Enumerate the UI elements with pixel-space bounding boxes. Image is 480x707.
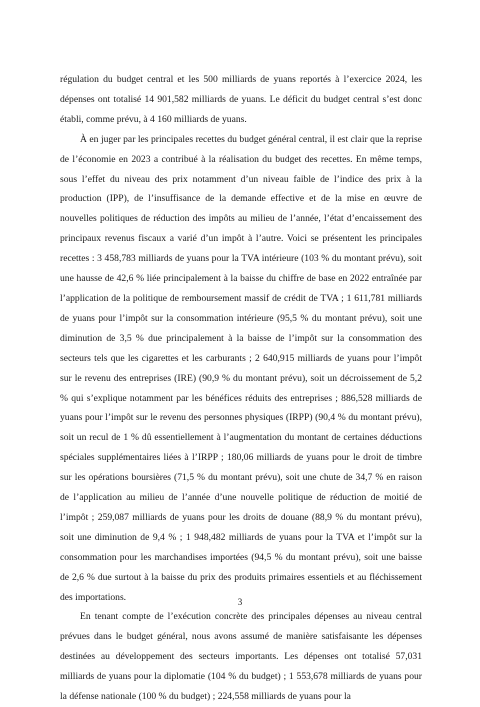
paragraph-revenue-details: À en juger par les principales recettes du budget général central, il est clair que la reprise de l’économie en 2023 a contribué à la réalisation du budget des recettes. En même temps, sous l’effet du niveau des prix notamment d’un niveau faible de l’indice des prix à la production (IPP), de l’insuffisance de la demande effective et de la mise en œuvre de nouvelles politiques de réduction des impôts au milieu de l’année, l’état d’encaissement des principaux revenus fiscaux a varié d’un impôt à l’autre. Voici se présentent les principales recettes : 3 458,783 milliards de yuans pour la TVA intérieure (103 % du montant prévu), soit une hausse de 42,6 % liée principalement à la baisse du chiffre de base en 2022 entraînée par l’application de la politique de remboursement massif de crédit de TVA ; 1 611,781 milliards de yuans pour l’impôt sur la consommation intérieure (95,5 % du montant prévu), soit une diminution de 3,5 % due principalement à la baisse de l’impôt sur la consommation des secteurs tels que les cigarettes et les carburants ; 2 640,915 milliards de yuans pour l’impôt sur le revenu des entreprises (IRE) (90,9 % du montant prévu), soit un décroissement de 5,2 % qui s’explique notamment par les bénéfices réduits des entreprises ; 886,528 milliards de yuans pour l’impôt sur le revenu des personnes physiques (IRPP) (90,4 % du montant prévu), soit un recul de 1 % dû essentiellement à l’augmentation du montant de certaines déductions spéciales supplémentaires liées à l’IRPP ; 180,06 milliards de yuans pour le droit de timbre sur les opérations boursières (71,5 % du montant prévu), soit une chute de 34,7 % en raison de l’application au milieu de l’année d’une nouvelle politique de réduction de moitié de l’impôt ; 259,087 milliards de yuans pour les droits de douane (88,9 % du montant prévu), soit une diminution de 9,4 % ; 1 948,482 milliards de yuans pour la TVA et l’impôt sur la consommation pour les marchandises importées (94,5 % du montant prévu), soit une baisse de 2,6 % due surtout à la baisse du prix des produits primaires essentiels et au fléchissement des importations. bbox=[60, 133, 422, 603]
page-number: 3 bbox=[237, 597, 243, 607]
paragraph-expenditure-details: En tenant compte de l’exécution concrète des principales dépenses au niveau central prévues dans le budget général, nous avons assumé de manière satisfaisante les dépenses destinées au développement des secteurs importants. Les dépenses ont totalisé 57,031 milliards de yuans pour la diplomatie (104 % du budget) ; 1 553,678 milliards de yuans pour la défense nationale (100 % du budget) ; 224,558 milliards de yuans pour la bbox=[60, 611, 422, 703]
paragraph-budget-summary: régulation du budget central et les 500 milliards de yuans reportés à l’exercice 2024, les dépenses ont totalisé 14 901,582 milliards de yuans. Le déficit du budget central s’est donc établi, comme prévu, à 4 160 milliards de yuans. bbox=[60, 74, 422, 125]
document-body bbox=[60, 70, 422, 707]
